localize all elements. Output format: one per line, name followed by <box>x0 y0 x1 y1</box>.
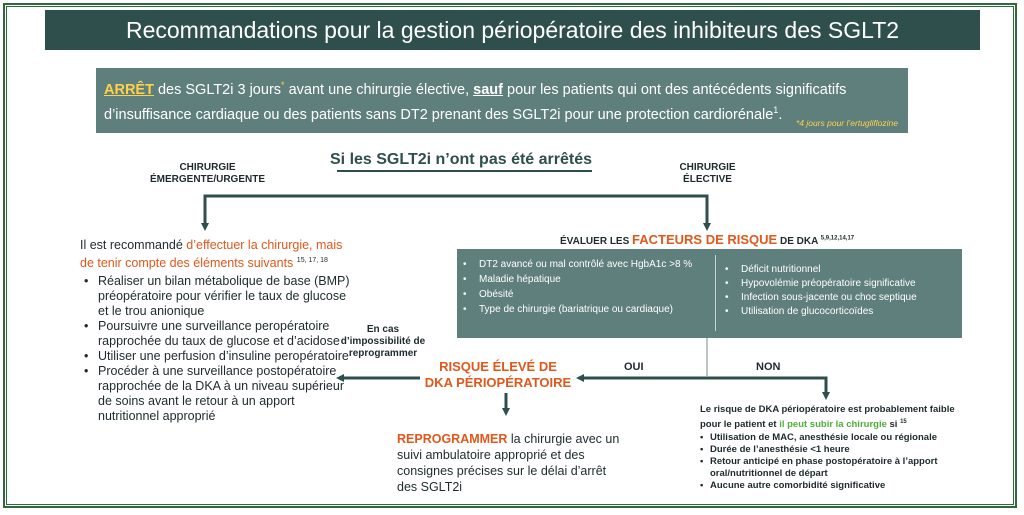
low-risk-intro <box>700 404 970 431</box>
stop-keyword: ARRÊT <box>104 81 154 98</box>
stop-text-1: des SGLT2i 3 jours <box>153 81 282 98</box>
page-title: Recommandations pour la gestion périopératoire des inhibiteurs des SGLT2 <box>45 10 980 50</box>
branch-emergent-label: CHIRURGIE ÉMERGENTE/URGENTE <box>149 162 265 185</box>
risk-factors-left <box>457 258 712 318</box>
low-risk-can-operate: il peut subir la chirurgie <box>779 419 887 431</box>
ertugliflozin-footnote: *4 jours pour l’ertugliflozine <box>795 118 898 128</box>
list-item: • Infection sous-jacente ou choc septique <box>719 291 959 304</box>
reprogram-text: la chirurgie avec un suivi ambulatoire approprié et des consignes précises sur le délai d’arrêt des SGLT2i <box>397 432 620 494</box>
list-item: • DT2 avancé ou mal contrôlé avec HgbA1c >8 % <box>457 258 712 271</box>
evaluate-risk-factors: FACTEURS DE RISQUE <box>632 232 778 247</box>
low-risk-a: Le risque de DKA périopératoire est probablement faible pour le patient et <box>700 404 955 431</box>
stop-star: * <box>281 80 285 90</box>
no-label: NON <box>756 361 781 373</box>
connector-top <box>205 196 707 226</box>
list-item: • Obésité <box>457 288 712 301</box>
stop-ref: 1 <box>773 104 779 115</box>
list-item: • Retour anticipé en phase postopératoire à l’apport oral/nutritionnel de départ <box>700 456 970 480</box>
connector-no <box>707 378 826 392</box>
reprogram-keyword: REPROGRAMMER <box>397 432 508 446</box>
high-risk-label: RISQUE ÉLEVÉ DE DKA PÉRIOPÉRATOIRE <box>424 359 572 390</box>
evaluate-c: DE DKA <box>777 236 818 247</box>
emergent-list <box>80 274 350 424</box>
list-item: • Aucune autre comorbidité significative <box>700 480 970 492</box>
emergent-refs: 15, 17, 18 <box>296 257 328 264</box>
list-item: • Poursuivre une surveillance peropératoire rapprochée du taux de glucose et d’acidose <box>92 319 350 349</box>
evaluate-a: ÉVALUER LES <box>560 236 633 247</box>
list-item: • Utilisation de MAC, anesthésie locale ou régionale <box>700 432 970 444</box>
emergent-recommendations <box>80 238 350 424</box>
risk-box-divider <box>715 255 716 331</box>
list-item: • Maladie hépatique <box>457 273 712 286</box>
low-risk-ref: 15 <box>900 419 907 425</box>
list-item: • Hypovolémie préopératoire significative <box>719 277 959 290</box>
list-item: • Réaliser un bilan métabolique de base (BMP) préopératoire pour vérifier le taux de glucose et le trou anionique <box>92 274 350 319</box>
low-risk-block <box>700 404 970 492</box>
except-keyword: sauf <box>473 81 503 98</box>
emergent-intro: Il est recommandé <box>80 238 187 252</box>
evaluate-heading <box>560 232 880 247</box>
list-item: • Durée de l’anesthésie <1 heure <box>700 444 970 456</box>
list-item: • Utiliser une perfusion d’insuline peropératoire <box>92 349 350 364</box>
list-item: • Type de chirurgie (bariatrique ou cardiaque) <box>457 303 712 316</box>
list-item: • Utilisation de glucocorticoïdes <box>719 305 959 318</box>
stop-text-2: avant une chirurgie élective, <box>284 81 474 98</box>
evaluate-refs: 5,9,12,14,17 <box>820 235 855 242</box>
low-risk-list <box>700 432 970 492</box>
impossible-to-reprogram-label: En cas d’impossibilité de reprogrammer <box>340 324 426 359</box>
risk-factors-box <box>457 249 962 338</box>
branch-elective-label: CHIRURGIE ÉLECTIVE <box>679 162 736 185</box>
question-heading: Si les SGLT2i n’ont pas été arrêtés <box>330 151 593 168</box>
reprogram-block <box>397 431 622 495</box>
yes-label: OUI <box>624 361 644 373</box>
risk-factors-right <box>719 263 959 319</box>
stop-text-3: pour les patients qui ont des antécédents significatifs d’insuffisance cardiaque ou des patients sans DT2 prenant des SGLT2i pour une protection cardiorénale <box>104 81 847 123</box>
list-item: • Procéder à une surveillance postopératoire rapprochée de la DKA à un niveau supérieur de soins avant le retour à un apport nutritionnel approprié <box>92 364 350 424</box>
low-risk-c: si <box>886 419 898 431</box>
list-item: • Déficit nutritionnel <box>719 263 959 276</box>
emergent-intro-highlight: d’effectuer la chirurgie, mais de tenir compte des éléments suivants <box>80 238 343 271</box>
stop-text-4: . <box>778 106 783 123</box>
